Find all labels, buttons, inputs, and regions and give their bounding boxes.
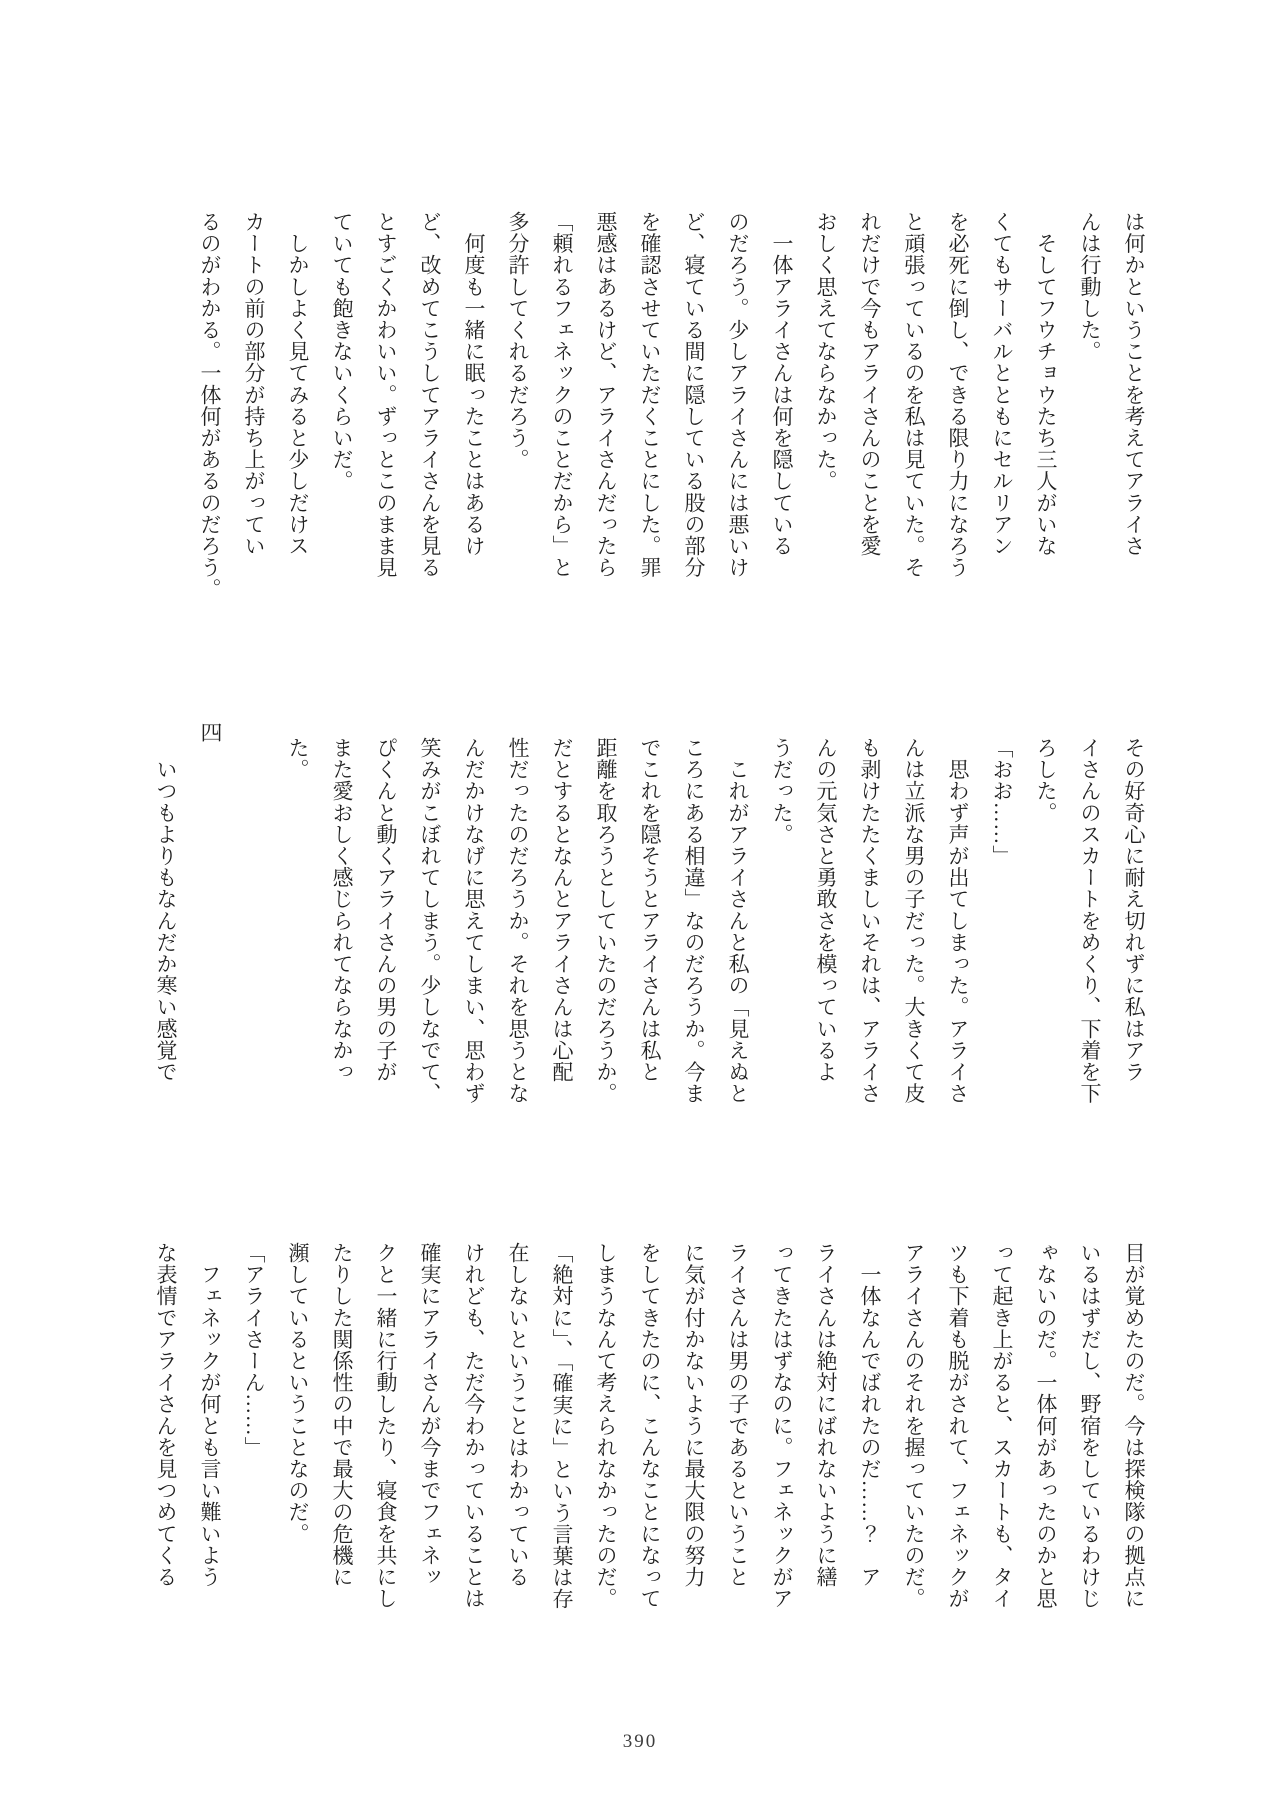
text-line: って起き上がると、スカートも、タイ [990,1242,1014,1610]
text-line: を確認させていただくことにした。罪 [638,211,662,579]
text-line: を必死に倒し、できる限り力になろう [946,211,970,579]
text-line: とすごくかわいい。ずっとこのまま見 [374,211,398,579]
text-line: ころにある相違」なのだろうか。今ま [682,737,706,1105]
text-line: のだろう。少しアライさんには悪いけ [726,211,750,579]
text-line: は何かということを考えてアライさ [1122,211,1146,557]
text-line: 在しないということはわかっている [506,1242,530,1588]
text-line: でこれを隠そうとアライさんは私と [638,737,662,1083]
text-line: だとするとなんとアライさんは心配 [550,737,574,1083]
text-line: ライさんは絶対にばれないように繕 [814,1242,838,1588]
text-line: けれども、ただ今わかっていることは [462,1242,486,1610]
text-line: そしてフウチョウたち三人がいな [1034,211,1058,557]
text-line: 思わず声が出てしまった。アライさ [946,737,970,1105]
text-line: ってきたはずなのに。フェネックがア [770,1242,794,1610]
text-line: ゃないのだ。一体何があったのかと思 [1034,1242,1058,1610]
text-line: ていても飽きないくらいだ。 [330,211,354,492]
text-line: これがアライさんと私の「見えぬと [726,737,750,1105]
text-line: イさんのスカートをめくり、下着を下 [1078,737,1102,1105]
text-block-bottom [144,1242,1156,1642]
text-line: 一体なんでばれたのだ……？ ア [858,1242,882,1588]
text-line: 一体アライさんは何を隠している [770,211,794,557]
text-line: くてもサーバルとともにセルリアン [990,211,1014,557]
text-line: クと一緒に行動したり、寝食を共にし [374,1242,398,1610]
text-line: いつもよりもなんだか寒い感覚で [154,737,178,1083]
text-line: た。 [286,737,310,781]
text-line: その好奇心に耐え切れずに私はアラ [1122,737,1146,1083]
text-line: んは行動した。 [1078,211,1102,363]
text-line: ろした。 [1034,737,1058,824]
text-line: 目が覚めたのだ。今は探検隊の拠点に [1122,1242,1146,1610]
text-line: 何度も一緒に眠ったことはあるけ [462,211,486,557]
text-line: 笑みがこぼれてしまう。少しなでて、 [418,737,442,1105]
text-line: たりした関係性の中で最大の危機に [330,1242,354,1588]
text-line: うだった。 [770,737,794,845]
text-line: 瀕しているということなのだ。 [286,1242,310,1545]
text-block-middle [144,721,1156,1137]
text-line: をしてきたのに、こんなことになって [638,1242,662,1610]
text-line: カートの前の部分が持ち上がってい [242,211,266,557]
text-line: に気が付かないように最大限の努力 [682,1242,706,1588]
text-line: んだかけなげに思えてしまい、思わず [462,737,486,1105]
text-line: 悪感はあるけど、アライさんだったら [594,211,618,579]
text-line: ど、改めてこうしてアライさんを見る [418,211,442,579]
page-number: 390 [622,1731,658,1752]
text-line: 「絶対に」、「確実に」という言葉は存 [550,1242,574,1610]
text-line: ライさんは男の子であるということ [726,1242,750,1588]
text-line: ぴくんと動くアライさんの男の子が [374,737,398,1083]
text-line: いるはずだし、野宿をしているわけじ [1078,1242,1102,1610]
text-line: ど、寝ている間に隠している股の部分 [682,211,706,579]
text-line: 「おお……」 [990,737,1014,867]
text-line: な表情でアライさんを見つめてくる [154,1242,178,1588]
text-line: 「頼れるフェネックのことだから」と [550,211,574,579]
text-line: しかしよく見てみると少しだけス [286,211,310,557]
text-line: 距離を取ろうとしていたのだろうか。 [594,737,618,1105]
text-line: 「アライさーん……」 [242,1242,266,1458]
text-line: アライさんのそれを握っていたのだ。 [902,1242,926,1610]
text-line: 確実にアライさんが今までフェネッ [418,1242,442,1588]
text-line: おしく思えてならなかった。 [814,211,838,492]
blank-column [232,737,276,1137]
text-line: フェネックが何とも言い難いよう [198,1242,222,1588]
text-line: んの元気さと勇敢さを模っているよ [814,737,838,1083]
chapter-number: 四 [198,721,223,744]
text-line: んは立派な男の子だった。大きくて皮 [902,737,926,1105]
text-line: ツも下着も脱がされて、フェネックが [946,1242,970,1610]
text-line: 性だったのだろうか。それを思うとな [506,737,530,1105]
text-line: 多分許してくれるだろう。 [506,211,530,471]
text-line: るのがわかる。一体何があるのだろう。 [198,211,222,600]
text-line: れだけで今もアライさんのことを愛 [858,211,882,557]
text-block-top [188,211,1156,611]
text-line: また愛おしく感じられてならなかっ [330,737,354,1083]
text-line: と頑張っているのを私は見ていた。そ [902,211,926,579]
text-line: しまうなんて考えられなかったのだ。 [594,1242,618,1610]
text-line: も剥けたたくましいそれは、アライさ [858,737,882,1105]
